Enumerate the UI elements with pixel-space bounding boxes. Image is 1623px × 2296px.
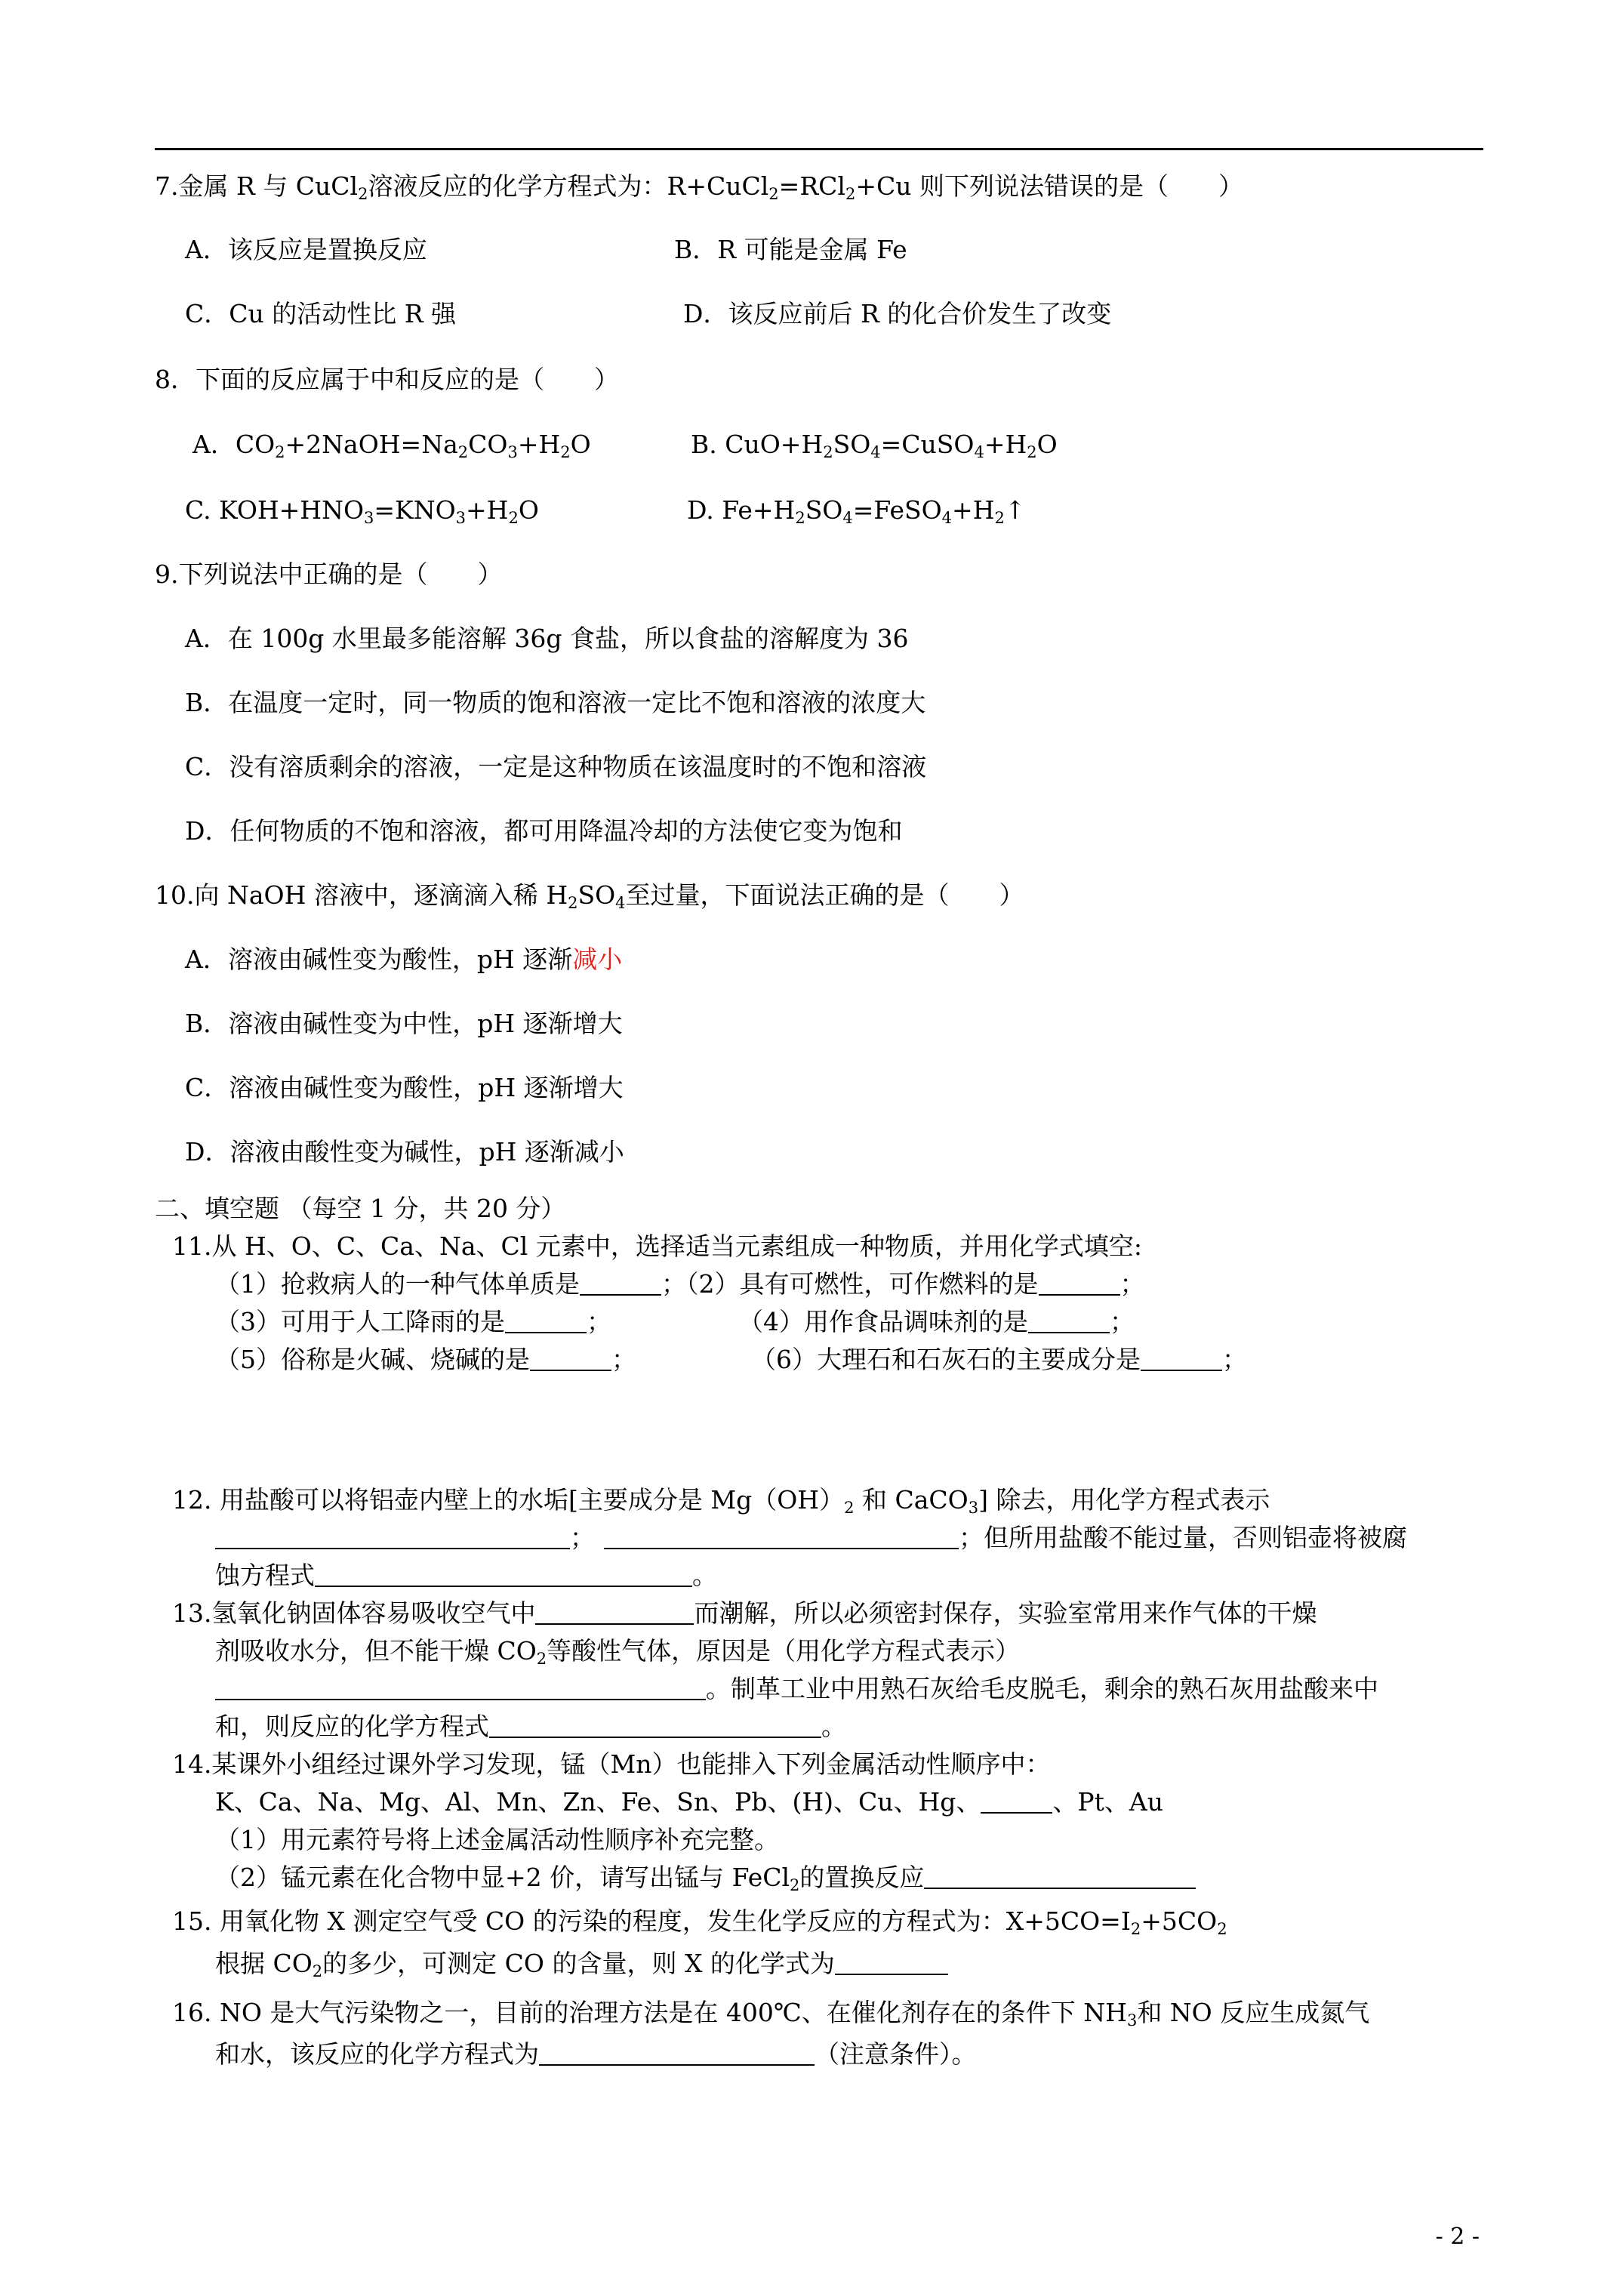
q16-line-2: 和水，该反应的化学方程式为 （注意条件）。 [215, 2039, 977, 2069]
q13-line-4: 和，则反应的化学方程式 。 [215, 1712, 846, 1741]
q11-item-4: （4）用作食品调味剂的是 ； [738, 1307, 1135, 1336]
answer-blank [215, 1525, 570, 1549]
answer-blank [604, 1525, 959, 1549]
answer-blank [580, 1271, 661, 1296]
answer-blank [924, 1865, 1196, 1889]
q14-activity-series: K、Ca、Na、Mg、Al、Mn、Zn、Fe、Sn、Pb、(H)、Cu、Hg、 、Pt、Au [215, 1787, 1163, 1817]
q16-line-1: 16. NO 是大气污染物之一，目前的治理方法是在 400℃、在催化剂存在的条件下 $NH_3$和 NO 反应生成氮气 [172, 1998, 1370, 2029]
q9-option-d: D．任何物质的不饱和溶液，都可用降温冷却的方法使它变为饱和 [185, 816, 903, 846]
q14-sub-1: （1）用元素符号将上述金属活动性顺序补充完整。 [215, 1825, 779, 1854]
q10-option-c: C．溶液由碱性变为酸性，pH 逐渐增大 [185, 1073, 624, 1102]
q8-option-a: A．$CO_2+2NaOH=Na_2CO_3+H_2O$ [192, 430, 591, 461]
q10-option-a: A．溶液由碱性变为酸性，pH 逐渐减小 [185, 945, 623, 974]
answer-blank [505, 1309, 587, 1333]
answer-blank [539, 2042, 815, 2066]
q9-option-b: B．在温度一定时，同一物质的饱和溶液一定比不饱和溶液的浓度大 [185, 688, 926, 717]
q13-line-1: 13.氢氧化钠固体容易吸收空气中 而潮解，所以必须密封保存，实验室常用来作气体的干燥 [172, 1598, 1317, 1628]
answer-blank [1141, 1347, 1222, 1371]
q13-line-3: 。制革工业中用熟石灰给毛皮脱毛，剩余的熟石灰用盐酸来中 [215, 1673, 1378, 1705]
q10-option-b: B．溶液由碱性变为中性，pH 逐渐增大 [185, 1009, 623, 1038]
q11-item-1-2: （1）抢救病人的一种气体单质是 ；（2）具有可燃性，可作燃料的是 ； [215, 1269, 1145, 1299]
q7-stem: 7.金属 R 与 CuCl$_2$溶液反应的化学方程式为：R+CuCl$_2$=RCl$_2$+Cu 则下列说法错误的是（ ） [155, 171, 1244, 203]
q15-line-1: 15. 用氧化物 X 测定空气受 CO 的污染的程度，发生化学反应的方程式为：$X+5CO=I_2+5CO_2$ [172, 1906, 1227, 1938]
q9-stem: 9.下列说法中正确的是（ ） [155, 559, 503, 589]
q15-line-2: 根据 $CO_2$的多少，可测定 CO 的含量，则 X 的化学式为 [215, 1948, 948, 1980]
q12-line-2: ； ；但所用盐酸不能过量，否则铝壶将被腐 [215, 1522, 1407, 1554]
q7-option-d: D．该反应前后 R 的化合价发生了改变 [683, 299, 1112, 328]
q11-item-6: （6）大理石和石灰石的主要成分是 ； [751, 1345, 1247, 1374]
q12-line-3: 蚀方程式 。 [215, 1561, 717, 1590]
answer-blank [1028, 1309, 1110, 1333]
q11-stem: 11.从 H、O、C、Ca、Na、Cl 元素中，选择适当元素组成一种物质，并用化学式填空: [172, 1231, 1142, 1261]
answer-blank [1039, 1271, 1120, 1296]
q14-stem: 14.某课外小组经过课外学习发现，锰（Mn）也能排入下列金属活动性顺序中： [172, 1749, 1051, 1779]
q7-option-c: C．Cu 的活动性比 R 强 [185, 299, 457, 328]
page-number: - 2 - [1435, 2224, 1480, 2250]
answer-blank [315, 1563, 692, 1587]
q9-option-c: C．没有溶质剩余的溶液，一定是这种物质在该温度时的不饱和溶液 [185, 752, 927, 781]
q12-line-1: 12. 用盐酸可以将铝壶内壁上的水垢[主要成分是 $Mg(OH)_2$ 和 CaCO$_3$] 除去，用化学方程式表示 [172, 1485, 1270, 1517]
q8-stem: 8．下面的反应属于中和反应的是（ ） [155, 365, 619, 394]
answer-blank [215, 1676, 706, 1700]
header-rule [155, 148, 1483, 150]
q10-option-d: D．溶液由酸性变为碱性，pH 逐渐减小 [185, 1137, 624, 1166]
q8-option-b: B. $CuO+H_2SO_4=CuSO_4+H_2O$ [691, 430, 1058, 461]
answer-blank [489, 1714, 821, 1738]
section-heading-fill-in: 二、填空题 （每空 1 分，共 20 分） [155, 1194, 566, 1223]
q14-sub-2: （2）锰元素在化合物中显+2 价，请写出锰与 FeCl$_2$的置换反应 [215, 1862, 1196, 1894]
q10-stem: 10.向 NaOH 溶液中，逐滴滴入稀 $H_2SO_4$至过量，下面说法正确的是（ ） [155, 880, 1024, 912]
q11-item-5: （5）俗称是火碱、烧碱的是 ； [215, 1345, 636, 1374]
highlighted-answer: 减小 [572, 945, 623, 974]
answer-blank [835, 1951, 948, 1975]
answer-blank [981, 1789, 1052, 1814]
q11-item-3: （3）可用于人工降雨的是 ； [215, 1307, 611, 1336]
answer-blank [535, 1601, 694, 1625]
answer-blank [530, 1347, 611, 1371]
q13-line-2: 剂吸收水分，但不能干燥 $CO_2$等酸性气体，原因是（用化学方程式表示） [215, 1636, 1021, 1668]
q7-option-a: A．该反应是置换反应 [185, 235, 427, 264]
q7-option-b: B．R 可能是金属 Fe [674, 235, 907, 264]
q8-option-c: C. $KOH+HNO_3=KNO_3+H_2O$ [185, 495, 539, 527]
q8-option-d: D. $Fe+H_2SO_4=FeSO_4+H_2↑$ [687, 495, 1026, 527]
q9-option-a: A．在 100g 水里最多能溶解 36g 食盐，所以食盐的溶解度为 36 [185, 624, 909, 653]
